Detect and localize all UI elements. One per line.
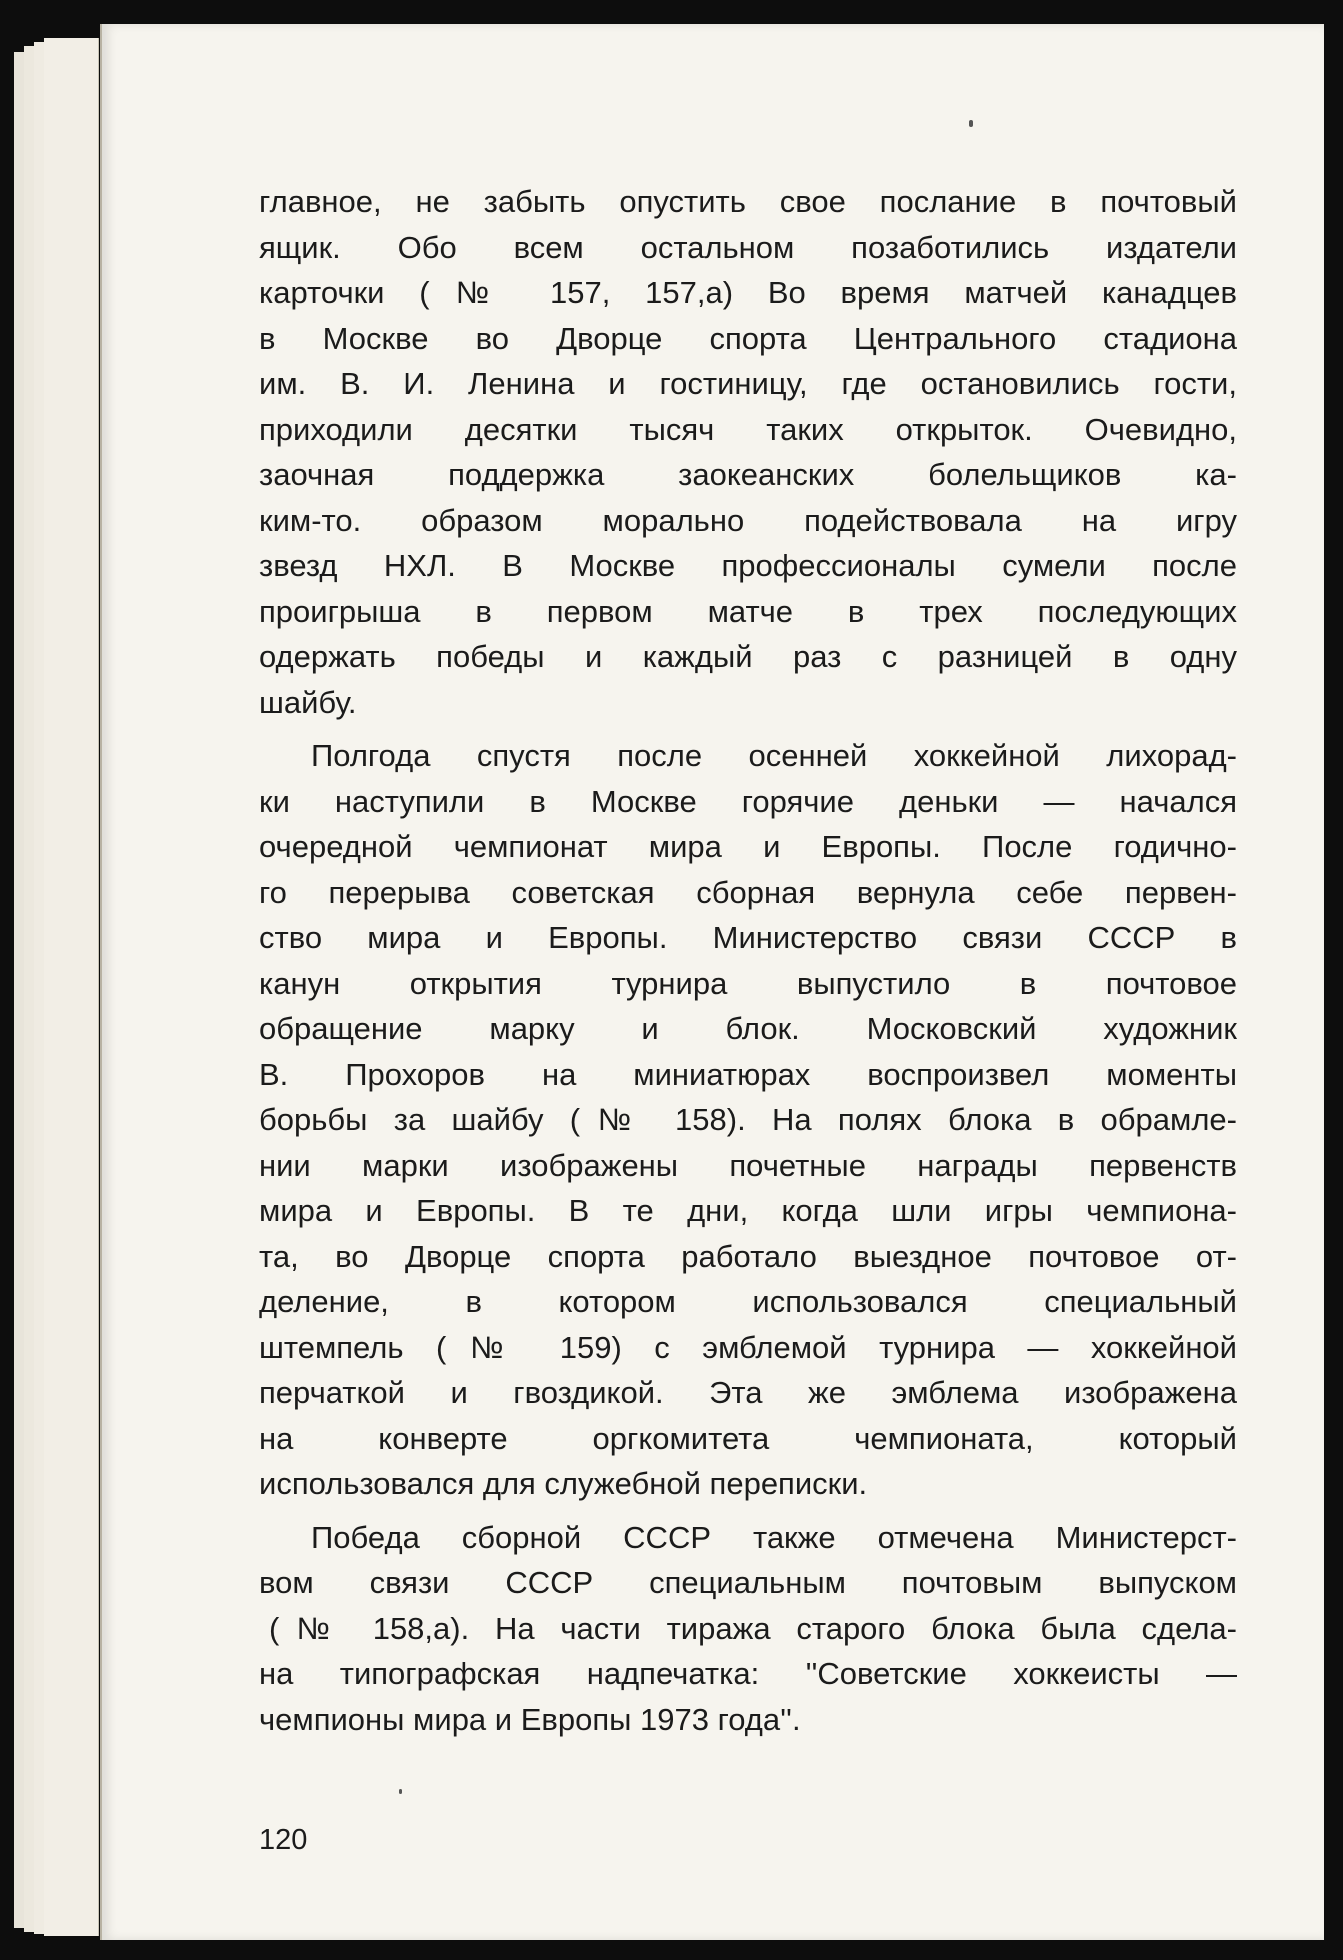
book-page bbox=[100, 24, 1324, 1940]
text-line: приходили десятки тысяч таких открыток. Очевидно, bbox=[259, 411, 1237, 447]
text-line: ство мира и Европы. Министерство связи СССР в bbox=[259, 920, 1237, 955]
text-line: борьбы за шайбу (№ 158). На полях блока в обрамле- bbox=[259, 1102, 1237, 1137]
ink-speck bbox=[399, 1789, 402, 1794]
text-line: та, во Дворце спорта работало выездное почтовое от- bbox=[259, 1238, 1237, 1274]
paragraph-1 bbox=[259, 179, 1237, 725]
text-line: главное, не забыть опустить свое послание в почтовый bbox=[259, 184, 1237, 219]
text-line: ким-то. образом морально подействовала на игру bbox=[259, 502, 1237, 538]
text-line: в Москве во Дворце спорта Центрального стадиона bbox=[259, 320, 1237, 356]
text-line: шайбу. bbox=[259, 684, 357, 720]
text-line: (№ 158,а). На части тиража старого блока была сдела- bbox=[269, 1610, 1237, 1646]
text-line: мира и Европы. В те дни, когда шли игры чемпиона- bbox=[259, 1193, 1237, 1228]
text-line: им. В. И. Ленина и гостиницу, где остановились гости, bbox=[259, 366, 1237, 401]
text-line: звезд НХЛ. В Москве профессионалы сумели после bbox=[259, 548, 1237, 583]
text-line: вом связи СССР специальным почтовым выпуском bbox=[259, 1565, 1237, 1600]
paragraph-2 bbox=[259, 733, 1237, 1507]
text-line: чемпионы мира и Европы 1973 года''. bbox=[259, 1701, 801, 1737]
ink-speck bbox=[969, 120, 973, 127]
text-line: штемпель (№ 159) с эмблемой турнира — хоккейной bbox=[259, 1329, 1237, 1365]
page-edge bbox=[44, 38, 99, 1936]
text-line: проигрыша в первом матче в трех последующих bbox=[259, 593, 1237, 629]
text-line: очередной чемпионат мира и Европы. После годично- bbox=[259, 829, 1237, 864]
text-line: на конверте оргкомитета чемпионата, который bbox=[259, 1420, 1237, 1456]
text-line: канун открытия турнира выпустило в почтовое bbox=[259, 965, 1237, 1001]
text-line: нии марки изображены почетные награды первенств bbox=[259, 1147, 1237, 1183]
text-line: В. Прохоров на миниатюрах воспроизвел моменты bbox=[259, 1056, 1237, 1092]
text-line: деление, в котором использовался специальный bbox=[259, 1284, 1237, 1319]
text-line: одержать победы и каждый раз с разницей в одну bbox=[259, 639, 1237, 674]
page-number: 120 bbox=[259, 1824, 308, 1856]
text-line: ки наступили в Москве горячие деньки — начался bbox=[259, 783, 1237, 819]
text-line: перчаткой и гвоздикой. Эта же эмблема изображена bbox=[259, 1375, 1237, 1410]
paragraph-3 bbox=[259, 1515, 1237, 1743]
text-line: Победа сборной СССР также отмечена Министерст- bbox=[311, 1519, 1237, 1555]
text-line: ящик. Обо всем остальном позаботились издатели bbox=[259, 229, 1237, 265]
text-line: Полгода спустя после осенней хоккейной лихорад- bbox=[311, 738, 1237, 773]
text-line: обращение марку и блок. Московский художник bbox=[259, 1011, 1237, 1046]
text-line: го перерыва советская сборная вернула себе первен- bbox=[259, 874, 1237, 910]
body-text bbox=[259, 179, 1237, 1742]
text-line: использовался для служебной переписки. bbox=[259, 1466, 868, 1501]
text-line: карточки (№ 157, 157,а) Во время матчей канадцев bbox=[259, 275, 1237, 310]
text-line: заочная поддержка заокеанских болельщиков ка- bbox=[259, 457, 1237, 492]
text-line: на типографская надпечатка: ''Советские хоккеисты — bbox=[259, 1656, 1237, 1691]
